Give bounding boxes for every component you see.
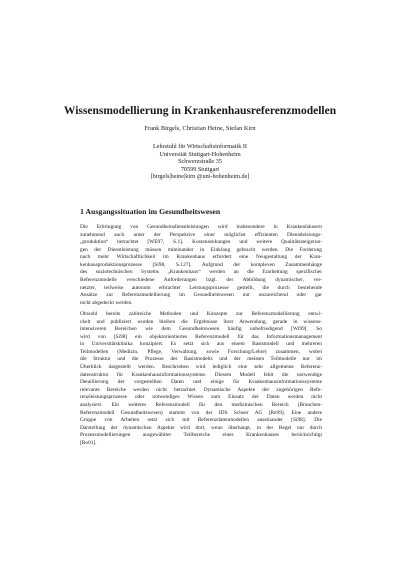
text-line: in Universitätsklinika konzipiert. Es setzt sich aus einem Basismodell und mehreren <box>80 341 322 348</box>
affiliation-block <box>0 143 400 181</box>
text-line: nicht abgedeckt werden. <box>80 299 133 306</box>
text-line: Obwohl bereits zahlreiche Methoden und Konzepte zur Referenzmodellierung entwi- <box>80 311 322 317</box>
text-line: gen der Dienstleistung müssen miteinander in Einklang gebracht werden. Die Forderung <box>80 246 322 253</box>
affiliation-line: Lehrstuhl für Wirtschaftsinformatik II <box>153 143 247 150</box>
text-line: netzter, teilweise autonom erbrachter Leistungsprozesse gestellt, die durch bestehende <box>80 284 322 291</box>
text-line: relevante Bereiche werden nicht betrachtet. Dynamische Aspekte der zugehörigen Refe- <box>80 386 322 393</box>
affiliation-line: Universität Stuttgart-Hohenheim <box>159 150 241 158</box>
author-list: Frank Birgels, Christian Heine, Stefan Kirn <box>144 125 256 132</box>
text-line: intensiveren Bereichen wie dem Gesundheitswesen häufig unbefriedigend [Wi99]. So <box>80 326 322 333</box>
text-line: Überblick dargestellt werden. Beschrieben wird lediglich eine sehr allgemeine Referenz- <box>80 364 322 371</box>
text-line: Darstellung der dynamischen Aspekte wird dort, wenn überhaupt, in der Regel nur durch <box>80 424 322 431</box>
text-line: [Bo01]. <box>80 439 97 446</box>
text-line: „produktion“ betrachtet [WE97, S.1]. Kostensenkungen und weitere Qualitätssteigerun- <box>80 239 322 246</box>
text-line: die Struktur und die Prozesse des Basismodells und der meisten Teilmodelle nur im <box>80 356 322 363</box>
text-line: Gruppe von Arbeiten setzt sich mit Referenzdatenmodellen auseinander [Si98]. Die <box>80 417 322 424</box>
text-line: Ansätze zur Referenzmodellierung im Gesundheitswesen nur unzureichend oder gar <box>80 292 322 299</box>
text-line: renzleistungsprozesse oder notwendiges Wissen zum Einsatz der Daten werden nicht <box>80 394 322 401</box>
affiliation-line: 70599 Stuttgart <box>180 165 220 173</box>
text-line: kenhausproduktionsprozesse [Si98, S.127]. Aufgrund der komplexen Zusammenhänge <box>80 261 322 268</box>
text-line: datenstruktur für Krankenhausinformationssysteme. Diesem Modell fehlt die notwendige <box>80 371 322 378</box>
text-line: Die Erbringung von Gesundheitsdienstleistungen wird insbesondere in Krankenhäusern <box>80 224 322 230</box>
paragraph-2 <box>80 311 322 447</box>
text-line: wird von [Si98] ein objektorientiertes Referenzmodell für das Informationsmanagement <box>80 333 322 340</box>
section-heading: 1 Ausgangssituation im Gesundheitswesen <box>80 207 221 216</box>
text-line: analysiert. Ein weiteres Referenzmodell für den medizinischen Bereich (Branchen- <box>80 401 322 408</box>
text-line: Referenzmodell Gesundheitswesen) stammt von der IDS Scheer AG [Re99]. Eine andere <box>80 409 322 416</box>
paragraph-1 <box>80 224 322 307</box>
text-line: ckelt und publiziert wurden bleiben die Ergebnisse ihrer Anwendung, gerade in wissens- <box>80 318 322 325</box>
paper-title: Wissensmodellierung in Krankenhausreferenzmodellen <box>63 105 337 117</box>
text-line: zunehmend auch unter der Perspektive einer möglichst effizienten Dienstleistungs- <box>80 231 322 238</box>
text-line: des soziotechnischen Systems „Krankenhaus“ werden an die Erarbeitung spezifischer <box>80 269 322 276</box>
affiliation-line: [birgels|heine|kirn @uni-hohenheim.de] <box>150 173 250 181</box>
text-line: nach mehr Wirtschaftlichkeit im Krankenhaus erfordert eine Neugestaltung der Kran- <box>80 254 322 261</box>
text-line: Detaillierung der vorgestellten Daten und einige für Krankenhausinformationssysteme <box>80 379 322 386</box>
text-line: Referenzmodelle verschiedene Anforderungen bzgl. der Abbildung dynamischer, ver- <box>80 277 322 284</box>
affiliation-line: Schwerzstraße 35 <box>178 158 222 166</box>
text-line: Prozessmodellierungen ausgewählter Teilbereiche eines Krankenhauses berücksichtigt <box>80 432 322 439</box>
text-line: Teilmodellen (Medizin, Pflege, Verwaltung, sowie Forschung/Lehre) zusammen, wobei <box>80 348 322 355</box>
